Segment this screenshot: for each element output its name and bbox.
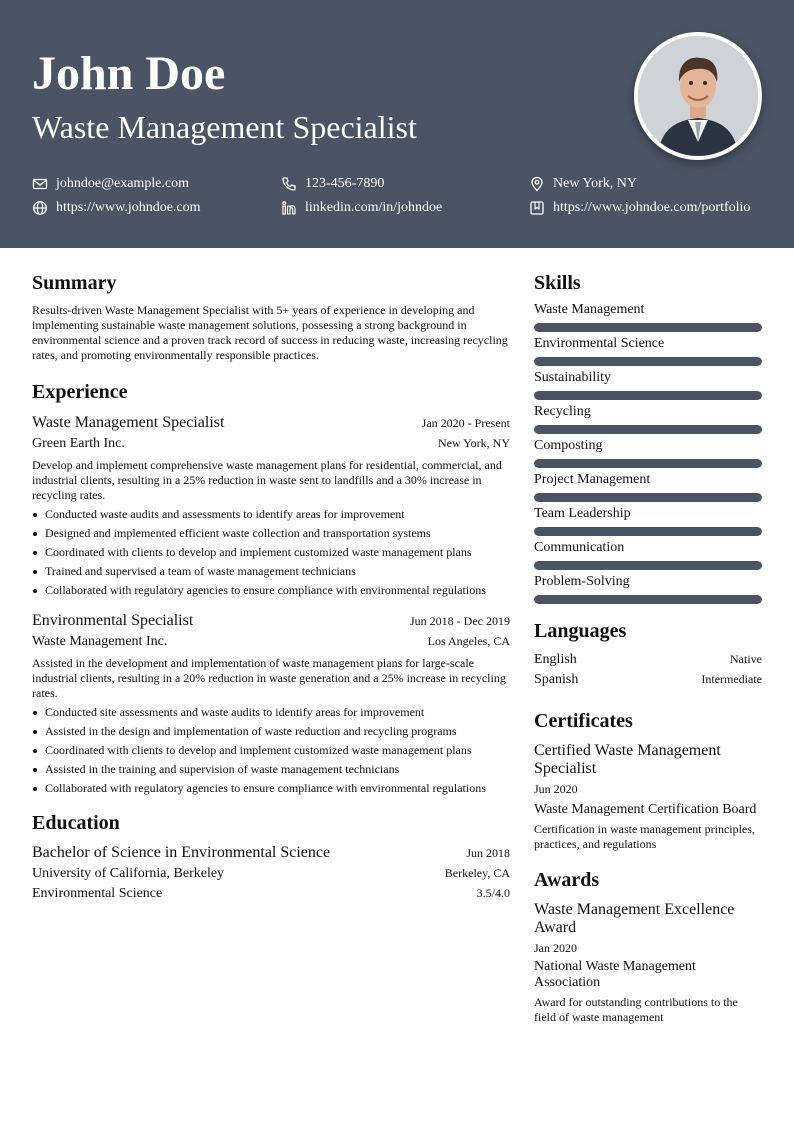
list-item: Assisted in the design and implementation of waste reduction and recycling programs <box>32 724 510 739</box>
skill-level-fill <box>534 391 762 400</box>
contact-portfolio[interactable] <box>529 199 750 217</box>
language-name: Spanish <box>534 672 579 687</box>
skill-level-fill <box>534 595 762 604</box>
award-description: Award for outstanding contributions to the field of waste management <box>534 995 738 1024</box>
skill-level-fill <box>534 323 762 332</box>
job-entry <box>32 611 510 796</box>
experience-heading: Experience <box>32 381 128 403</box>
skill-item <box>534 437 762 468</box>
job-location: Los Angeles, CA <box>427 634 510 648</box>
contact-website[interactable] <box>32 199 201 217</box>
sidebar-column <box>534 270 762 1025</box>
skill-item <box>534 403 762 434</box>
job-bullets <box>32 507 510 598</box>
job-dates: Jun 2018 - Dec 2019 <box>410 614 510 628</box>
job-company: Green Earth Inc. <box>32 436 125 451</box>
language-row <box>534 670 762 690</box>
language-row <box>534 650 762 670</box>
education-school: University of California, Berkeley <box>32 866 225 881</box>
education-gpa: 3.5/4.0 <box>476 886 510 900</box>
skills-section <box>534 270 762 604</box>
languages-section <box>534 618 762 690</box>
certificates-heading: Certificates <box>534 710 633 732</box>
skills-heading: Skills <box>534 272 581 294</box>
list-item: Conducted site assessments and waste audits to identify areas for improvement <box>32 705 510 720</box>
skill-level-bar <box>534 459 762 468</box>
skill-name: Problem-Solving <box>534 574 630 589</box>
skill-level-bar <box>534 595 762 604</box>
languages-heading: Languages <box>534 620 627 642</box>
contact-email-text: johndoe@example.com <box>56 176 190 191</box>
language-level: Native <box>730 652 762 666</box>
portrait-photo <box>638 36 758 156</box>
resume-header <box>0 0 794 248</box>
award-issuer: National Waste Management Association <box>534 959 696 990</box>
skill-level-fill <box>534 459 762 468</box>
contact-website-text: https://www.johndoe.com <box>56 200 201 215</box>
skill-level-fill <box>534 561 762 570</box>
linkedin-icon <box>281 200 297 216</box>
candidate-name: John Doe <box>32 47 226 100</box>
education-degree: Bachelor of Science in Environmental Science <box>32 844 331 861</box>
education-location: Berkeley, CA <box>444 866 510 880</box>
phone-icon <box>281 176 297 192</box>
job-bullets <box>32 705 510 796</box>
candidate-title: Waste Management Specialist <box>32 109 417 145</box>
contact-phone-text: 123-456-7890 <box>305 176 385 191</box>
award-date: Jan 2020 <box>534 941 577 955</box>
skill-item <box>534 369 762 400</box>
summary-section <box>32 270 510 363</box>
skill-level-bar <box>534 425 762 434</box>
language-level: Intermediate <box>701 672 762 686</box>
list-item: Trained and supervised a team of waste management technicians <box>32 564 510 579</box>
main-column <box>32 270 510 904</box>
job-description: Develop and implement comprehensive waste management plans for residential, commercial, and industrial clients, resulting in a 25% reduction in waste sent to landfills and a 30% increase in recycling rates. <box>32 458 502 502</box>
skill-item <box>534 573 762 604</box>
experience-section <box>32 379 510 796</box>
contact-location-text: New York, NY <box>553 176 638 191</box>
certificate-issuer: Waste Management Certification Board <box>534 802 757 817</box>
skill-level-bar <box>534 323 762 332</box>
list-item: Designed and implemented efficient waste collection and transportation systems <box>32 526 510 541</box>
skill-level-fill <box>534 357 762 366</box>
skill-name: Environmental Science <box>534 336 665 351</box>
contact-linkedin-text: linkedin.com/in/johndoe <box>305 200 443 215</box>
skill-name: Sustainability <box>534 370 611 385</box>
list-item: Conducted waste audits and assessments to identify areas for improvement <box>32 507 510 522</box>
education-field: Environmental Science <box>32 886 163 901</box>
job-location: New York, NY <box>437 436 510 450</box>
certificate-date: Jun 2020 <box>534 782 578 796</box>
certificate-description: Certification in waste management principles, practices, and regulations <box>534 822 755 851</box>
skill-name: Recycling <box>534 404 591 419</box>
list-item: Collaborated with regulatory agencies to ensure compliance with environmental regulations <box>32 583 510 598</box>
contact-linkedin[interactable] <box>281 199 442 217</box>
job-company: Waste Management Inc. <box>32 634 168 649</box>
education-date: Jun 2018 <box>466 846 510 860</box>
skill-name: Team Leadership <box>534 506 631 521</box>
list-item: Coordinated with clients to develop and implement customized waste management plans <box>32 545 510 560</box>
education-heading: Education <box>32 812 120 834</box>
education-section <box>32 810 510 904</box>
skill-name: Waste Management <box>534 302 645 317</box>
job-title: Waste Management Specialist <box>32 414 225 431</box>
skill-item <box>534 539 762 570</box>
skill-level-fill <box>534 425 762 434</box>
portfolio-icon <box>529 200 545 216</box>
skill-level-bar <box>534 493 762 502</box>
skill-item <box>534 505 762 536</box>
envelope-icon <box>32 176 48 192</box>
certificates-section <box>534 708 762 852</box>
skill-name: Composting <box>534 438 603 453</box>
awards-section <box>534 867 762 1025</box>
summary-text: Results-driven Waste Management Specialist with 5+ years of experience in developing and implementing sustainable waste management solutions, possessing a strong background in environmental science and a proven track record of success in reducing waste, increasing recycling rates, and promoting environmentally responsible practices. <box>32 303 508 362</box>
avatar <box>634 32 762 160</box>
skill-item <box>534 471 762 502</box>
globe-icon <box>32 200 48 216</box>
list-item: Coordinated with clients to develop and implement customized waste management plans <box>32 743 510 758</box>
language-name: English <box>534 652 577 667</box>
job-title: Environmental Specialist <box>32 612 194 629</box>
skill-level-bar <box>534 527 762 536</box>
job-dates: Jan 2020 - Present <box>421 416 510 430</box>
list-item: Assisted in the training and supervision of waste management technicians <box>32 762 510 777</box>
job-description: Assisted in the development and implementation of waste management plans for large-scale industrial clients, resulting in a 20% reduction in waste generation and a 25% increase in recycling rates. <box>32 656 506 700</box>
skills-list <box>534 301 762 604</box>
skill-name: Project Management <box>534 472 651 487</box>
awards-heading: Awards <box>534 869 600 891</box>
location-pin-icon <box>529 176 545 192</box>
job-entry <box>32 413 510 598</box>
contact-portfolio-text: https://www.johndoe.com/portfolio <box>553 200 751 215</box>
skill-level-fill <box>534 527 762 536</box>
contact-email[interactable] <box>32 175 189 193</box>
skill-level-bar <box>534 561 762 570</box>
summary-heading: Summary <box>32 272 117 294</box>
skill-level-bar <box>534 357 762 366</box>
skill-item <box>534 335 762 366</box>
skill-level-bar <box>534 391 762 400</box>
list-item: Collaborated with regulatory agencies to ensure compliance with environmental regulations <box>32 781 510 796</box>
certificate-name: Certified Waste Management Specialist <box>534 742 721 777</box>
contact-location <box>529 175 637 193</box>
skill-name: Communication <box>534 540 625 555</box>
skill-item <box>534 301 762 332</box>
skill-level-fill <box>534 493 762 502</box>
contact-phone[interactable] <box>281 175 384 193</box>
award-name: Waste Management Excellence Award <box>534 901 735 936</box>
